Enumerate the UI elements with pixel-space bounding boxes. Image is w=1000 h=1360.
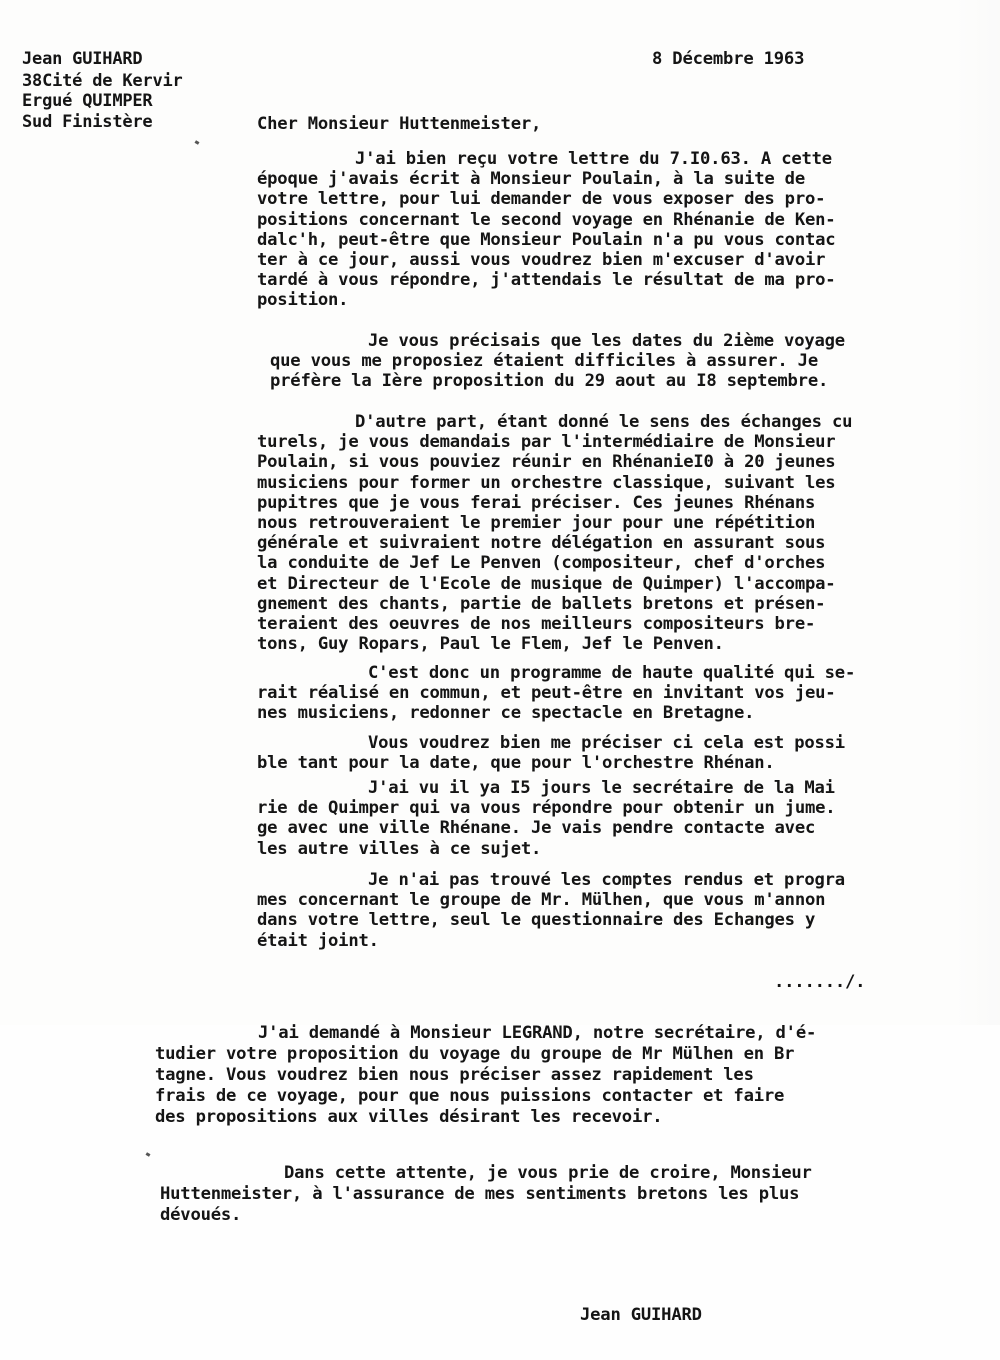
body-line: et Directeur de l'Ecole de musique de Quimper) l'accompa- — [257, 573, 836, 594]
body-line: tardé à vous répondre, j'attendais le résultat de ma pro- — [257, 270, 836, 291]
page-edge — [955, 0, 1000, 1025]
sender-region: Sud Finistère — [22, 112, 153, 132]
body-line: rie de Quimper qui va vous répondre pour obtenir un jume. — [257, 798, 836, 819]
continuation-mark: ......./. — [774, 972, 866, 992]
closing-line: dévoués. — [160, 1205, 242, 1225]
body-line: C'est donc un programme de haute qualité qui se- — [368, 663, 856, 683]
body-line: Je vous précisais que les dates du 2ième voyage — [368, 331, 845, 351]
body-line: gnement des chants, partie de ballets bretons et présen- — [257, 593, 826, 614]
body-line: J'ai bien reçu votre lettre du 7.I0.63. A cette — [355, 149, 832, 169]
sender-name: Jean GUIHARD — [22, 49, 143, 69]
closing-line: J'ai demandé à Monsieur LEGRAND, notre secrétaire, d'é- — [258, 1023, 817, 1043]
sender-address: 38Cité de Kervir — [22, 71, 183, 91]
body-line: préfère la Ière proposition du 29 aout au I8 septembre. — [270, 371, 829, 392]
body-line: teraient des oeuvres de nos meilleurs compositeurs bre- — [257, 614, 816, 634]
letter-date: 8 Décembre 1963 — [652, 49, 805, 69]
body-line: Je n'ai pas trouvé les comptes rendus et progra — [368, 870, 845, 890]
body-line: position. — [257, 290, 349, 311]
body-line: la conduite de Jef Le Penven (compositeur, chef d'orches — [257, 553, 826, 574]
ink-speck — [195, 140, 200, 145]
body-line: tons, Guy Ropars, Paul le Flem, Jef le Penven. — [257, 634, 724, 655]
salutation: Cher Monsieur Huttenmeister, — [257, 114, 542, 134]
closing-line: tagne. Vous voudrez bien nous préciser assez rapidement les — [155, 1065, 754, 1085]
sender-town: Ergué QUIMPER — [22, 91, 153, 111]
body-line: turels, je vous demandais par l'intermédiaire de Monsieur — [257, 432, 836, 453]
signature: Jean GUIHARD — [580, 1305, 702, 1325]
body-line: J'ai vu il ya I5 jours le secrétaire de la Mai — [368, 778, 835, 798]
body-line: nous retrouveraient le premier jour pour une répétition — [257, 513, 816, 533]
body-line: mes concernant le groupe de Mr. Mülhen, que vous m'annon — [257, 890, 826, 911]
closing-line: des propositions aux villes désirant les recevoir. — [155, 1107, 663, 1127]
body-line: ge avec une ville Rhénane. Je vais pendre contacte avec — [257, 818, 816, 839]
body-line: les autre villes à ce sujet. — [257, 838, 542, 859]
body-line: D'autre part, étant donné le sens des échanges cu — [355, 412, 853, 432]
body-line: Vous voudrez bien me préciser ci cela est possi — [368, 733, 845, 753]
body-line: musiciens pour former un orchestre classique, suivant les — [257, 472, 836, 493]
body-line: que vous me proposiez étaient difficiles à assurer. Je — [270, 351, 818, 372]
body-line: ter à ce jour, aussi vous voudrez bien m'excuser d'avoir — [257, 250, 826, 270]
body-line: positions concernant le second voyage en Rhénanie de Ken- — [257, 209, 836, 230]
closing-line: Dans cette attente, je vous prie de croire, Monsieur — [284, 1163, 812, 1183]
body-line: ble tant pour la date, que pour l'orchestre Rhénan. — [257, 753, 775, 774]
closing-line: frais de ce voyage, pour que nous puissions contacter et faire — [155, 1086, 785, 1106]
body-line: était joint. — [257, 930, 379, 951]
body-line: Poulain, si vous pouviez réunir en RhénanieI0 à 20 jeunes — [257, 452, 836, 473]
body-line: époque j'avais écrit à Monsieur Poulain, à la suite de — [257, 169, 805, 190]
body-line: dalc'h, peut-être que Monsieur Poulain n'a pu vous contac — [257, 229, 836, 250]
body-line: pupitres que je vous ferai préciser. Ces jeunes Rhénans — [257, 492, 816, 513]
closing-line: Huttenmeister, à l'assurance de mes sentiments bretons les plus — [160, 1184, 800, 1204]
body-line: rait réalisé en commun, et peut-être en invitant vos jeu- — [257, 683, 836, 704]
body-line: générale et suivraient notre délégation en assurant sous — [257, 533, 826, 554]
body-line: dans votre lettre, seul le questionnaire des Echanges y — [257, 910, 816, 931]
body-line: nes musiciens, redonner ce spectacle en Bretagne. — [257, 703, 755, 724]
closing-line: tudier votre proposition du voyage du groupe de Mr Mülhen en Br — [155, 1044, 795, 1064]
body-line: votre lettre, pour lui demander de vous exposer des pro- — [257, 189, 826, 210]
